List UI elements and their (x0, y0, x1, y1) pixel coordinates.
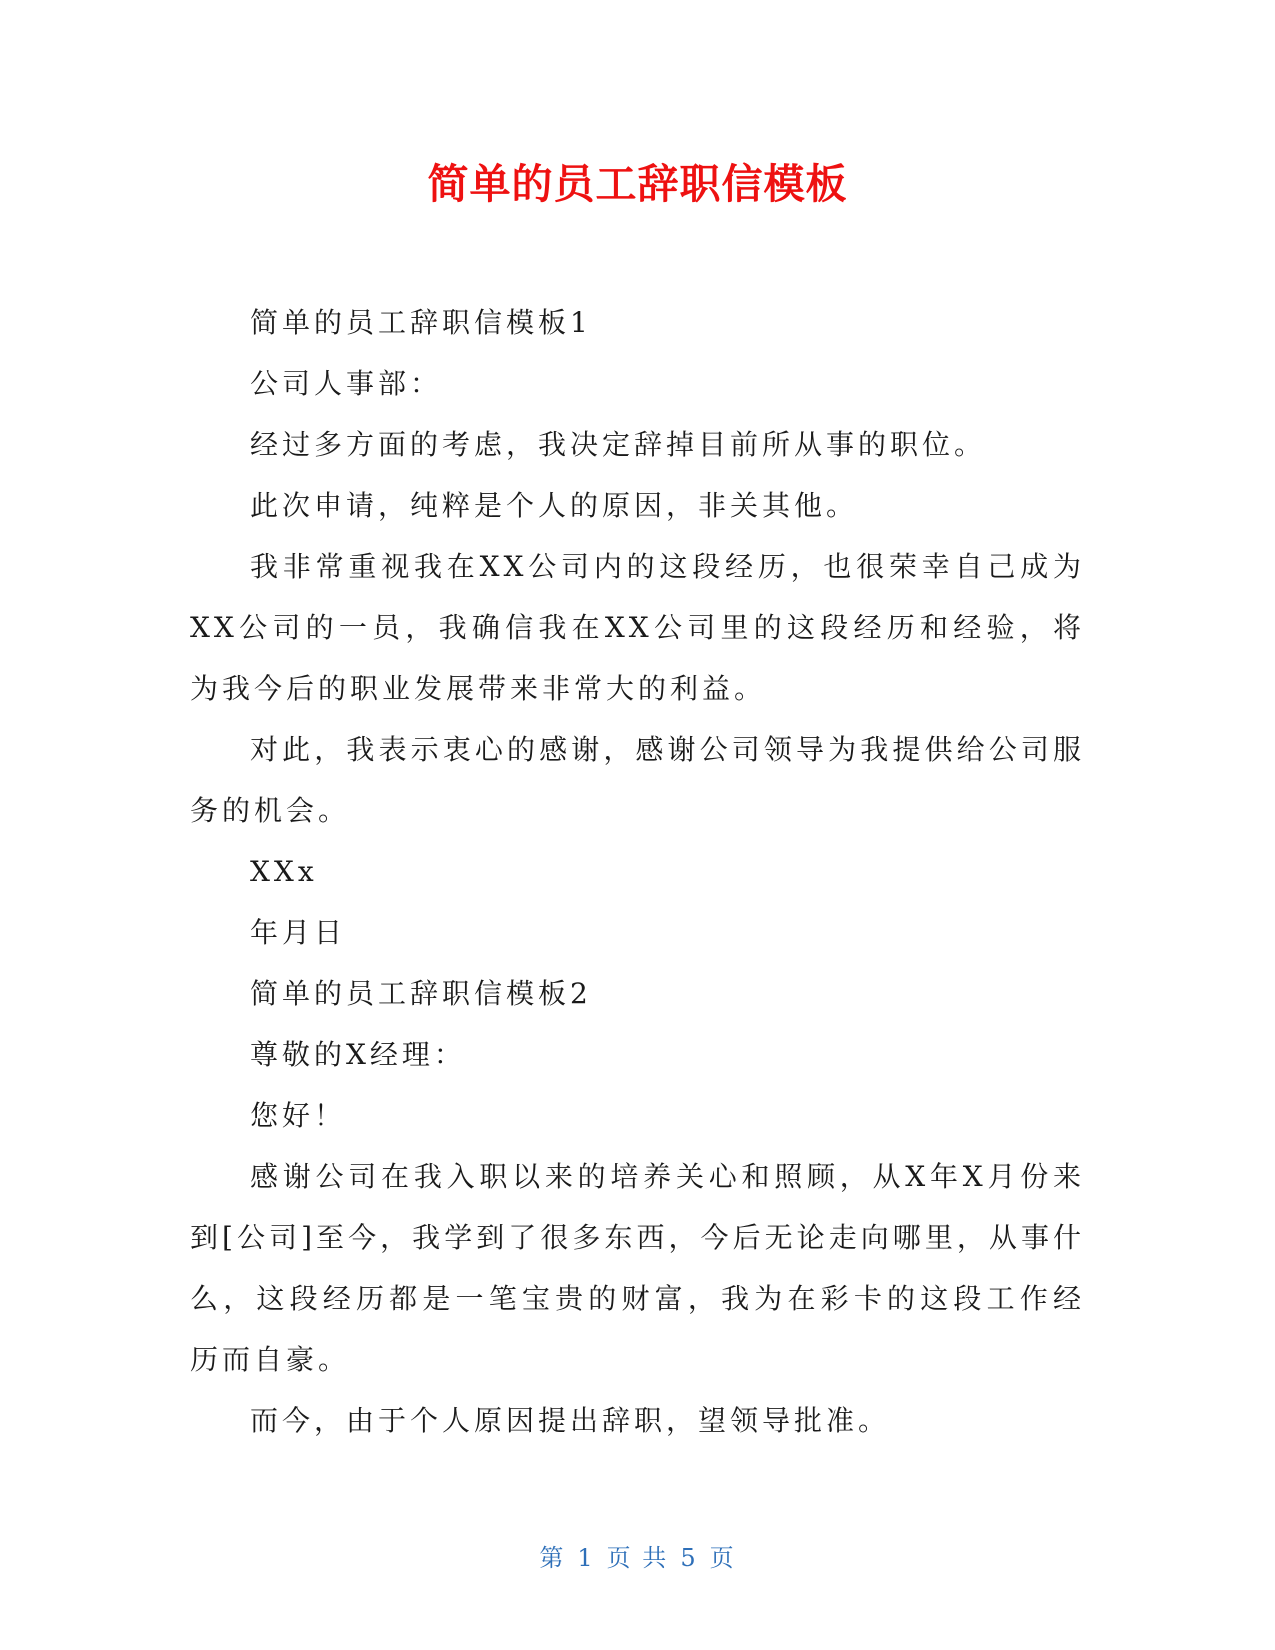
paragraph: 对此，我表示衷心的感谢，感谢公司领导为我提供给公司服务的机会。 (190, 733, 1085, 827)
paragraph: XXx (250, 855, 318, 888)
page-middle: 页 共 (606, 1544, 669, 1572)
page-footer (0, 1538, 1275, 1573)
page-number: 1 (577, 1544, 595, 1572)
page-prefix: 第 (539, 1544, 566, 1572)
paragraph: 公司人事部： (250, 367, 443, 400)
paragraph: 年月日 (250, 916, 347, 949)
paragraph: 我非常重视我在XX公司内的这段经历，也很荣幸自己成为XX公司的一员，我确信我在XX公司里的这段经历和经验，将为我今后的职业发展带来非常大的利益。 (190, 550, 1085, 705)
paragraph: 简单的员工辞职信模板1 (250, 306, 592, 339)
paragraph: 简单的员工辞职信模板2 (250, 977, 592, 1010)
document-body (190, 292, 1085, 1451)
paragraph: 此次申请，纯粹是个人的原因，非关其他。 (250, 489, 859, 522)
paragraph: 您好！ (250, 1099, 347, 1132)
paragraph: 感谢公司在我入职以来的培养关心和照顾，从X年X月份来到[公司]至今，我学到了很多东西，今后无论走向哪里，从事什么，这段经历都是一笔宝贵的财富，我为在彩卡的这段工作经历而自豪。 (190, 1160, 1085, 1376)
page-suffix: 页 (709, 1544, 736, 1572)
paragraph: 尊敬的X经理： (250, 1038, 466, 1071)
paragraph: 经过多方面的考虑，我决定辞掉目前所从事的职位。 (250, 428, 987, 461)
paragraph: 而今，由于个人原因提出辞职，望领导批准。 (250, 1404, 891, 1437)
page-total: 5 (680, 1544, 698, 1572)
document-title: 简单的员工辞职信模板 (427, 160, 848, 208)
